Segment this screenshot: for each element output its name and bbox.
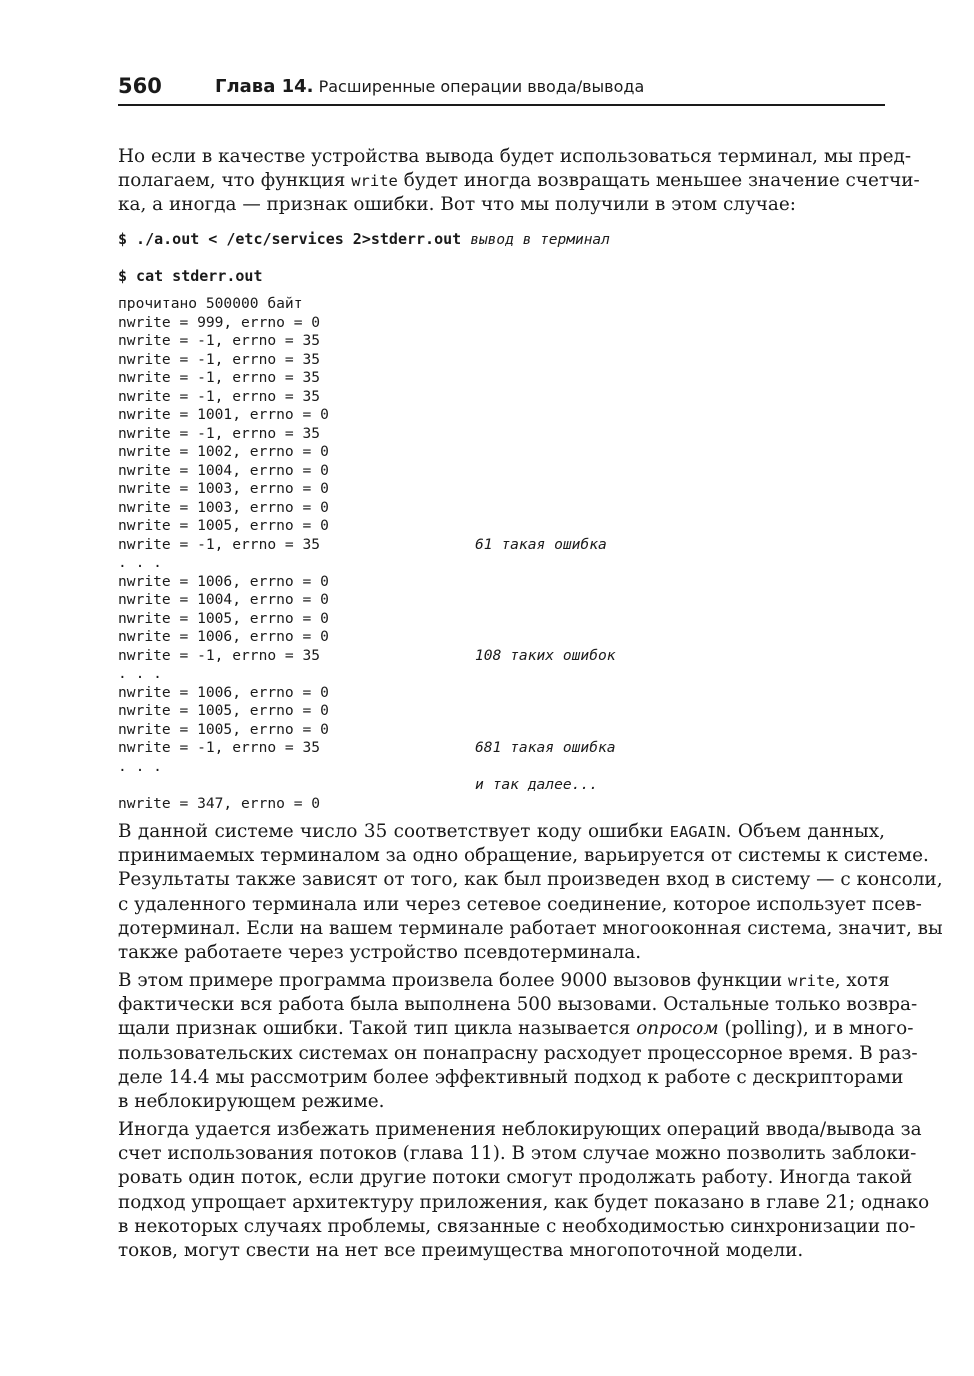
text-line: ровать один поток, если другие потоки смогут продолжать работу. Иногда такой (118, 1167, 913, 1189)
text-line: токов, могут свести на нет все преимущества многопоточной модели. (118, 1240, 804, 1262)
output-text: . . . (118, 757, 162, 775)
output-text: nwrite = 1005, errno = 0 (118, 702, 329, 719)
output-line (118, 332, 718, 351)
output-line (118, 721, 718, 740)
output-text: nwrite = 347, errno = 0 (118, 794, 321, 812)
output-line (118, 795, 718, 814)
running-header (118, 72, 885, 106)
text-fragment: полагаем, что функция (118, 170, 352, 192)
output-line (118, 480, 718, 499)
output-line (118, 665, 718, 684)
inline-code: EAGAIN (669, 823, 726, 841)
text-line: принимаемых терминалом за одно обращение, варьируется от системы к системе. (118, 845, 929, 867)
text-line: ка, а иногда — признак ошибки. Вот что мы получили в этом случае: (118, 194, 796, 216)
command-text: $ ./a.out < /etc/services 2>stderr.out (118, 230, 462, 248)
output-text: nwrite = -1, errno = 35 (118, 535, 321, 553)
text-fragment: будет иногда возвращать меньшее значение счетчи- (397, 170, 920, 192)
output-line (118, 684, 718, 703)
text-line (118, 169, 920, 193)
text-line: в неблокирующем режиме. (118, 1091, 385, 1113)
text-fragment: . Объем данных, (725, 821, 885, 842)
output-line (118, 647, 718, 666)
paragraph-polling (118, 969, 918, 1114)
output-line (118, 776, 718, 795)
output-text: nwrite = 1006, errno = 0 (118, 572, 329, 590)
code-output-listing (118, 295, 718, 813)
text-line: дотерминал. Если на вашем терминале работает многооконная система, значит, вы (118, 917, 943, 939)
text-line: подход упрощает архитектуру приложения, как будет показано в главе 21; однако (118, 1191, 930, 1213)
output-line (118, 554, 718, 573)
command-line-run (118, 230, 610, 248)
output-line (118, 628, 718, 647)
text-fragment: В этом примере программа произвела более 9000 вызовов функции (118, 970, 789, 991)
output-text: nwrite = -1, errno = 35 (118, 369, 321, 386)
command-note: вывод в терминал (470, 232, 610, 248)
paragraph-threads (118, 1118, 930, 1263)
output-line (118, 295, 718, 314)
output-line (118, 351, 718, 370)
paragraph-eagain (118, 820, 943, 965)
text-line: счет использования потоков (глава 11). В этом случае можно позволить заблоки- (118, 1143, 917, 1165)
text-line: с удаленного терминала или через сетевое соединение, которое использует псев- (118, 893, 922, 915)
text-fragment: , хотя (834, 970, 890, 991)
text-line (118, 820, 885, 844)
text-fragment: В данной системе число 35 соответствует коду ошибки (118, 821, 670, 842)
output-line (118, 406, 718, 425)
output-text: nwrite = 1003, errno = 0 (118, 480, 329, 497)
output-line (118, 758, 718, 777)
text-line (118, 969, 890, 993)
output-text: nwrite = -1, errno = 35 (118, 387, 321, 405)
command-line-cat (118, 267, 263, 285)
text-line: фактически вся работа была выполнена 500 вызовами. Остальные только возвра- (118, 994, 918, 1016)
output-text: nwrite = 1004, errno = 0 (118, 461, 329, 479)
output-line (118, 369, 718, 388)
output-text: nwrite = 1001, errno = 0 (118, 406, 329, 423)
text-fragment: щали признак ошибки. Такой тип цикла называется (118, 1018, 637, 1040)
output-text: nwrite = 1004, errno = 0 (118, 591, 329, 608)
inline-code: write (788, 972, 835, 990)
output-line (118, 610, 718, 629)
text-line: Но если в качестве устройства вывода будет использоваться терминал, мы пред- (118, 146, 912, 167)
page-number: 560 (118, 74, 162, 98)
text-line: деле 14.4 мы рассмотрим более эффективный подход к работе с дескрипторами (118, 1066, 904, 1088)
output-annotation: 61 такая ошибка (475, 535, 607, 553)
text-line: в некоторых случаях проблемы, связанные с необходимостью синхронизации по- (118, 1215, 916, 1237)
text-line: пользовательских системах он понапрасну расходует процессорное время. В раз- (118, 1042, 918, 1064)
output-text: . . . (118, 665, 162, 682)
output-line (118, 536, 718, 555)
output-annotation: 681 такая ошибка (475, 739, 616, 756)
output-text: nwrite = -1, errno = 35 (118, 350, 321, 368)
emphasis-term: опросом (636, 1018, 719, 1040)
output-text: nwrite = 1006, errno = 0 (118, 683, 329, 701)
text-line: Результаты также зависят от того, как был произведен вход в систему — с консоли, (118, 869, 943, 891)
output-text: прочитано 500000 байт (118, 295, 303, 312)
output-line (118, 462, 718, 481)
output-line (118, 443, 718, 462)
intro-paragraph (118, 145, 920, 218)
output-line (118, 517, 718, 536)
output-text: nwrite = 999, errno = 0 (118, 313, 321, 331)
output-line (118, 591, 718, 610)
output-text: nwrite = 1005, errno = 0 (118, 720, 329, 738)
output-text: nwrite = 1002, errno = 0 (118, 443, 329, 460)
text-line: Иногда удается избежать применения неблокирующих операций ввода/вывода за (118, 1119, 922, 1140)
output-line (118, 573, 718, 592)
text-line (118, 1017, 914, 1041)
output-text: . . . (118, 554, 162, 571)
output-annotation: и так далее... (475, 776, 599, 793)
chapter-heading (215, 76, 644, 97)
output-line (118, 702, 718, 721)
output-line (118, 314, 718, 333)
text-fragment: (polling), и в много- (718, 1018, 914, 1040)
output-line (118, 425, 718, 444)
output-annotation: 108 таких ошибок (475, 646, 616, 664)
output-text: nwrite = -1, errno = 35 (118, 424, 321, 442)
output-text: nwrite = 1005, errno = 0 (118, 609, 329, 627)
text-line: также работаете через устройство псевдотерминала. (118, 942, 642, 964)
chapter-label: Глава 14. (215, 76, 314, 97)
inline-code: write (351, 172, 398, 191)
output-text: nwrite = -1, errno = 35 (118, 646, 321, 664)
output-text: nwrite = -1, errno = 35 (118, 739, 321, 756)
output-text: nwrite = 1006, errno = 0 (118, 628, 329, 645)
output-line (118, 739, 718, 758)
chapter-title: Расширенные операции ввода/вывода (318, 77, 645, 96)
output-text: nwrite = -1, errno = 35 (118, 332, 321, 349)
output-line (118, 499, 718, 518)
command-text: $ cat stderr.out (118, 267, 263, 285)
output-line (118, 388, 718, 407)
output-text: nwrite = 1003, errno = 0 (118, 498, 329, 516)
output-text: nwrite = 1005, errno = 0 (118, 517, 329, 534)
